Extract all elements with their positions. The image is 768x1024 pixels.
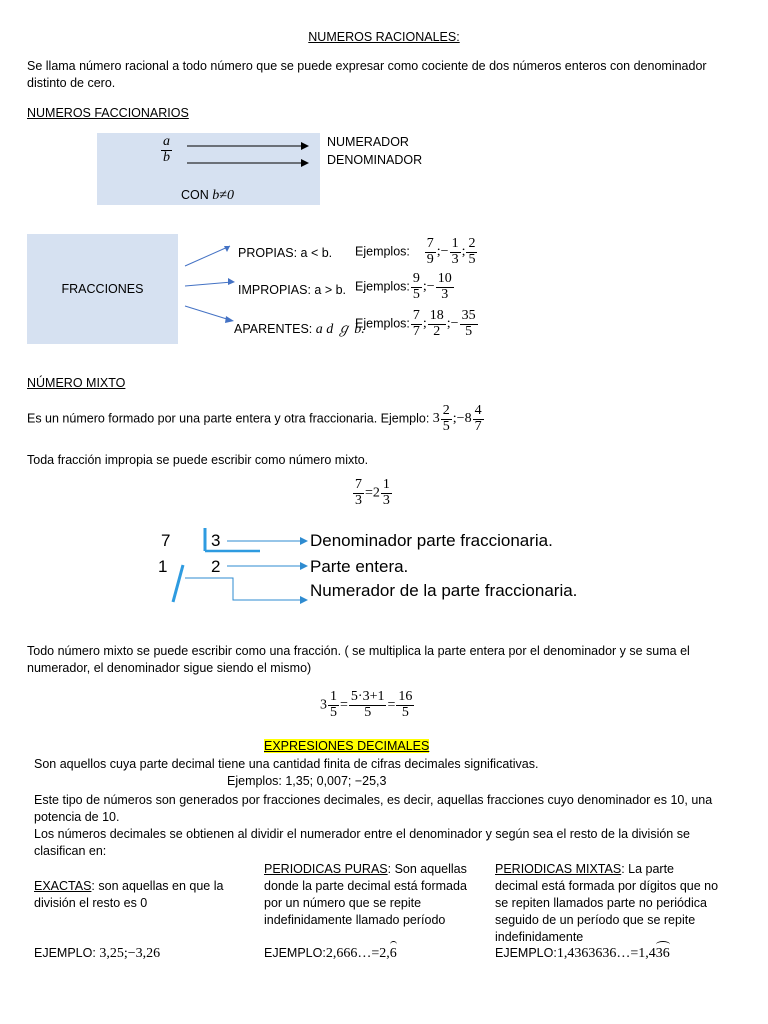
mixto-definition: Es un número formado por una parte entera y otra fraccionaria. Ejemplo: 3 $\frac{2}{5}$ ;−8 $\frac{4}{7}$ xyxy=(27,403,482,434)
division-lines xyxy=(165,525,310,610)
puras-example: EJEMPLO:2,666…=2, 6 xyxy=(264,946,397,962)
denominador-label: DENOMINADOR xyxy=(327,153,423,167)
exactas-example: EJEMPLO: 3,25;−3,26 xyxy=(34,946,161,961)
mixto-heading: NÚMERO MIXTO xyxy=(27,376,126,390)
aparentes-label: APARENTES: a d ℊ b. xyxy=(234,322,365,337)
improper-text: Toda fracción impropia se puede escribir como número mixto. xyxy=(27,453,369,467)
decimales-line3: Este tipo de números son generados por fracciones decimales, es decir, aquellas fracciones cuyo denominador es 10, una potencia de 10. xyxy=(34,793,713,824)
label-parte-entera: Parte entera. xyxy=(310,557,409,576)
puras-text: PERIODICAS PURAS: Son aquellas donde la parte decimal está formada por un número que se repite indefinidamente llamado período xyxy=(264,862,467,927)
decimales-line1: Son aquellos cuya parte decimal tiene una cantidad finita de cifras decimales significativas. xyxy=(34,757,539,771)
label-denominador-fraccionaria: Denominador parte fraccionaria. xyxy=(310,531,553,550)
div-dividend: 7 xyxy=(161,531,171,550)
mixtas-example: EJEMPLO:1,4363636…=1,4 36 xyxy=(495,946,670,962)
convert-text: Todo número mixto se puede escribir como una fracción. ( se multiplica la parte entera por el denominador y se suma el numerador, el denominador sigue siendo el mismo) xyxy=(27,644,690,675)
impropias-examples: Ejemplos: $\frac{9}{5}$ ;− $\frac{10}{3}$ xyxy=(355,271,452,302)
numerador-label: NUMERADOR xyxy=(327,135,409,149)
label-numerador-fraccionaria: Numerador de la parte fraccionaria. xyxy=(310,581,578,600)
fraction-a-over-b: $\frac{a}{b}$ xyxy=(163,134,170,165)
aparentes-examples: Ejemplos: $\frac{7}{7}$ ; $\frac{18}{2}$ ;− $\frac{35}{5}$ xyxy=(355,308,476,339)
propias-label: PROPIAS: a < b. xyxy=(238,246,333,260)
mixtas-text: PERIODICAS MIXTAS: La parte decimal está formada por dígitos que no se repiten llamados parte no periódica seguido de un período que se repite indefinidamente xyxy=(495,862,719,944)
div-quotient: 2 xyxy=(211,557,221,576)
div-remainder: 1 xyxy=(158,557,168,576)
intro-text: Se llama número racional a todo número que se puede expresar como cociente de dos números enteros con denominador distinto de cero. xyxy=(27,59,707,90)
page-title: NUMEROS RACIONALES: xyxy=(308,30,460,44)
decimales-line4: Los números decimales se obtienen al dividir el numerador entre el denominador y según sea el resto de la división se clasifican en: xyxy=(34,827,690,858)
impropias-label: IMPROPIAS: a > b. xyxy=(238,283,347,297)
propias-examples: Ejemplos: $\frac{7}{9}$ ;− $\frac{1}{3}$ ; $\frac{2}{5}$ xyxy=(355,236,476,267)
decimales-heading: EXPRESIONES DECIMALES xyxy=(264,739,430,753)
mixto-equation: $\frac{7}{3}$ =2 $\frac{1}{3}$ xyxy=(355,477,390,508)
conversion-equation: 3 $\frac{1}{5}$ = $\frac{5\cdot 3+1}{5}$ = $\frac{16}{5}$ xyxy=(320,689,413,720)
fracciones-label: FRACCIONES xyxy=(61,282,144,296)
exactas-text: EXACTAS: son aquellas en que la división el resto es 0 xyxy=(34,879,224,910)
decimales-line2: Ejemplos: 1,35; 0,007; −25,3 xyxy=(227,774,387,788)
div-divisor: 3 xyxy=(211,531,221,550)
fraccionarios-heading: NUMEROS FACCIONARIOS xyxy=(27,106,189,120)
condition: CON b≠0 xyxy=(181,188,234,203)
fracciones-arrows xyxy=(180,238,240,333)
fraction-arrows xyxy=(185,138,310,170)
